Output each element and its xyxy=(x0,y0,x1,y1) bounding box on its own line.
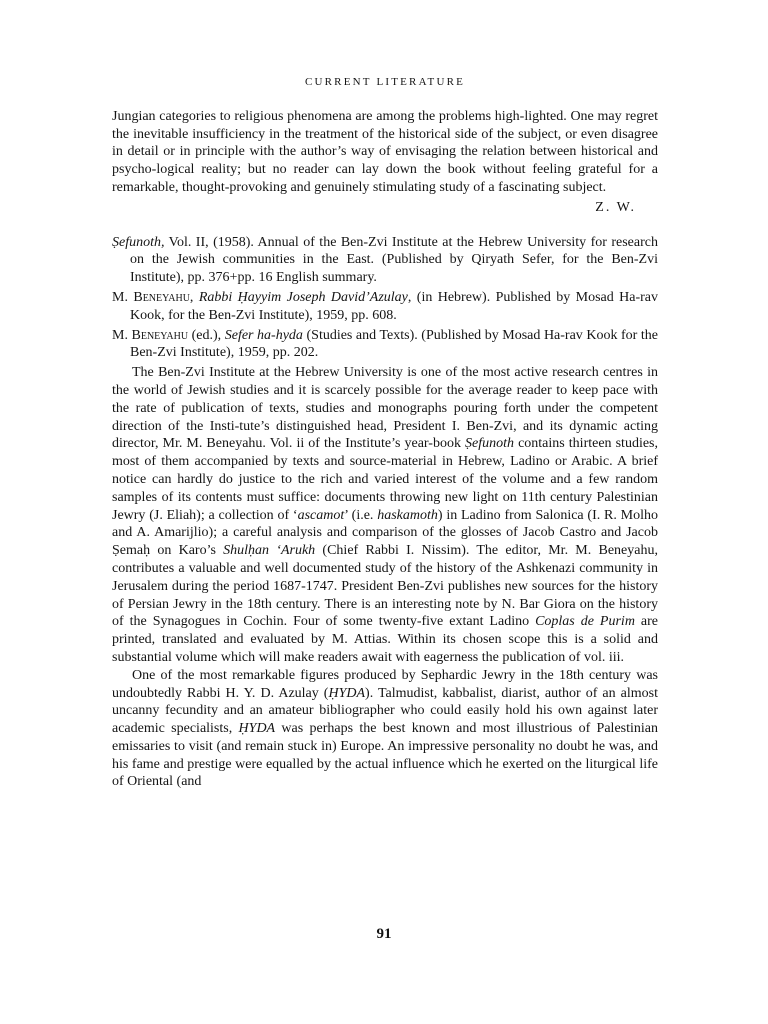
italic-run: ḤYDA xyxy=(238,721,276,737)
ref-details: (Studies and Texts). (Published by Mosad Ha-rav Kook for the Ben-Zvi Institute), 1959, pp. 202. xyxy=(130,327,659,361)
italic-run: Shulḥan ‘Arukh xyxy=(223,543,316,559)
institute-paragraph xyxy=(112,364,658,667)
text-run: ) in Ladino from Salonica (I. R. Molho and A. Amarijlio); a careful analysis and comparison of the glosses of Jacob Castro and Jacob Ṣemaḥ on Karo’s xyxy=(112,507,658,559)
text-run: contains thirteen studies, most of them accompanied by texts and source-material in Hebrew, Ladino or Arabic. A brief notice can hardly do justice to the rich and varied interest of the volume and a few random samples of its contents must suffice: documents throwing new light on 11th century Palestinian Jewry (J. Eliah); a collection of ‘ xyxy=(112,436,658,523)
ref-initial: M. xyxy=(112,289,134,305)
text-run: was perhaps the best known and most illustrious of Palestinian emissaries to visit (and remain stuck in) Europe. An impressive personality no doubt he was, and his fame and prestige were equalled by the actual influence which he exerted on the liturgical life of Oriental (and xyxy=(112,721,658,790)
ref-title: Ṣefunoth, xyxy=(112,234,165,250)
ref-title: Rabbi Ḥayyim Joseph David’Azulay xyxy=(198,289,408,305)
ref-initial: M. xyxy=(112,327,132,343)
intro-paragraph: Jungian categories to religious phenomena are among the problems high-lighted. One may regret the inevitable insufficiency in the treatment of the historical side of the subject, or even disagree in detail or in principle with the author’s way of envisaging the relation between historical and psycho-logical reality; but no reader can lay down the book without feeling grateful for a remarkable, thought-provoking and genuinely stimulating study of a fascinating subject. xyxy=(112,108,658,195)
page-number: 91 xyxy=(376,926,392,942)
text-run: (Chief Rabbi I. Nissim). The editor, Mr. M. Beneyahu, contributes a valuable and well documented study of the history of the Ashkenazi community in Jerusalem during the period 1687-1747. President Ben-Zvi publishes new sources for the history of Persian Jewry in the 18th century. There is an interesting note by N. Bar Giora on the history of the Synagogues in Cochin. Four of some twenty-five extant Ladino xyxy=(112,543,658,630)
ref-author: Beneyahu xyxy=(131,327,189,343)
ref-title: Sefer ha-hyda xyxy=(224,327,303,343)
ref-editor-mark: (ed.), xyxy=(188,327,225,343)
reviewer-signature: Z. W. xyxy=(595,199,636,215)
italic-run: ascamot xyxy=(297,507,345,523)
ref-details: Vol. II, (1958). Annual of the Ben-Zvi Institute at the Hebrew University for research on the Jewish communities in the East. (Published by Qiryath Sefer, for the Ben-Zvi Institute), pp. 376+pp. 16 English summary. xyxy=(130,234,658,286)
reference-list xyxy=(112,234,658,363)
ref-author: Beneyahu xyxy=(133,289,190,305)
azulay-paragraph xyxy=(112,667,658,792)
reference-sefunoth xyxy=(112,234,658,287)
text-run: The Ben-Zvi Institute at the Hebrew University is one of the most active research centres in the world of Jewish studies and it is scarcely possible for the average reader to keep pace with the rate of publication of texts, studies and monographs pouring forth under the competent direction of the Insti-tute’s distinguished head, President I. Ben-Zvi, and its dynamic acting director, Mr. M. Beneyahu. Vol. ii of the Institute’s year-book xyxy=(112,365,658,452)
italic-run: haskamoth xyxy=(377,507,438,523)
ref-separator: , xyxy=(189,289,199,305)
italic-run: Ṣefunoth xyxy=(465,436,515,452)
ref-details: , (in Hebrew). Published by Mosad Ha-rav Kook, for the Ben-Zvi Institute), 1959, pp. 608. xyxy=(130,289,659,323)
text-run: ). Talmudist, kabbalist, diarist, author of an almost uncanny fecundity and an amateur bibliographer who could easily hold his own against later academic specialists, xyxy=(112,685,658,737)
text-run: are printed, translated and evaluated by M. Attias. Within its chosen scope this is a solid and substantial volume which will make readers await with eagerness the publication of vol. iii. xyxy=(112,614,659,665)
page-body xyxy=(112,74,658,791)
italic-run: ḤYDA xyxy=(328,685,366,701)
reference-sefer-ha-hyda xyxy=(112,327,658,363)
reference-azulay xyxy=(112,289,658,325)
text-run: ’ (i.e. xyxy=(344,507,378,523)
italic-run: Coplas de Purim xyxy=(535,614,635,630)
running-head: CURRENT LITERATURE xyxy=(304,76,466,88)
text-run: One of the most remarkable figures produced by Sephardic Jewry in the 18th century was undoubtedly Rabbi H. Y. D. Azulay ( xyxy=(112,667,658,701)
